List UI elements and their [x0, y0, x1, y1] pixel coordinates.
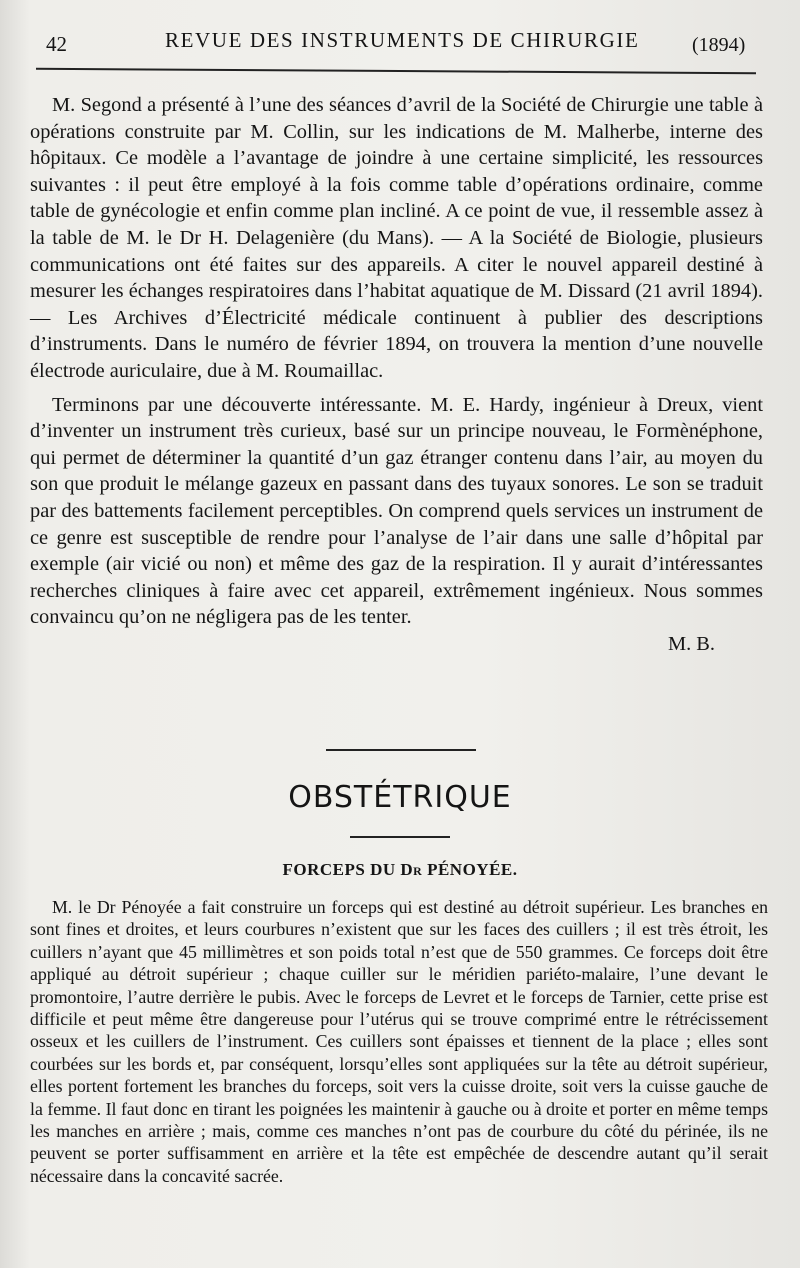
running-header — [30, 20, 760, 60]
article-subtitle: FORCEPS DU Dr PÉNOYÉE. — [282, 860, 518, 879]
author-signature: M. B. — [667, 632, 715, 655]
header-rule — [36, 68, 756, 74]
paragraph-segond: M. Segond a présenté à l’une des séances d’avril de la Société de Chirurgie une table à opérations construite par M. Collin, sur les indications de M. Malherbe, interne des hôpitaux. Ce modèle a l’avantage de joindre à une certaine simplicité, les ressources suivantes : il peut être employé à la fois comme table d’opérations ordinaire, comme table de gynécologie et enfin comme plan incliné. A ce point de vue, il ressemble assez à la table de M. le Dr H. Delagenière (du Mans). — A la Société de Biologie, plusieurs communications ont été faites sur des appareils. A citer le nouvel appareil destiné à mesurer les échanges respiratoires dans l’habitat aquatique de M. Dissard (21 avril 1894). — Les Archives d’Électricité médicale continuent à publier des descriptions d’instruments. Dans le numéro de février 1894, on trouvera la mention d’une nouvelle électrode auriculaire, due à M. Roumaillac. — [30, 94, 763, 382]
section-chirurgie-text — [30, 92, 763, 657]
paragraph-formenephone: Terminons par une découverte intéressante. M. E. Hardy, ingénieur à Dreux, vient d’inventer un instrument très curieux, basé sur un principe nouveau, le Formènéphone, qui permet de déterminer la quantité d’un gaz étranger contenu dans l’air, au moyen du son que produit le mélange gazeux en passant dans des tuyaux sonores. Le son se traduit par des battements facilement perceptibles. On comprend quels services un instrument de ce genre est susceptible de rendre pour l’analyse de l’air dans une salle d’hôpital par exemple (air vicié ou non) et même des gaz de la respiration. Il y aurait d’intéressantes recherches cliniques à faire avec cet appareil, extrêmement ingénieux. Nous sommes convaincu qu’on ne négligera pas de les tenter. — [30, 393, 763, 629]
section-divider — [326, 749, 476, 751]
running-title: REVUE DES INSTRUMENTS DE CHIRURGIE — [165, 28, 640, 52]
section-title: OBSTÉTRIQUE — [288, 780, 512, 815]
header-year: (1894) — [692, 34, 746, 56]
page-number: 42 — [46, 32, 67, 56]
paragraph-forceps: M. le Dr Pénoyée a fait construire un forceps qui est destiné au détroit supérieur. Les branches en sont fines et droites, et leurs courbures n’existent que sur les faces des cuillers ; il est très étroit, les cuillers n’ayant que 45 millimètres et son poids total n’est que de 550 grammes. Ce forceps doit être appliqué au détroit supérieur ; chaque cuiller sur le méridien pariéto-malaire, l’une devant le promontoire, l’autre derrière le pubis. Avec le forceps de Levret et le forceps de Tarnier, cette prise est difficile et peut même être dangereuse pour l’utérus qui se trouve comprimé entre le rétrécissement osseux et les cuillers de l’instrument. Ces cuillers sont épaisses et tiennent de la place ; elles sont courbées sur les bords et, par conséquent, lorsqu’elles sont appliquées sur la tête au détroit supérieur, elles portent fortement les branches du forceps, soit vers la cuisse droite, soit vers la cuisse gauche de la femme. Il faut donc en tirant les poignées les maintenir à gauche ou à droite et porter en même temps les manches en arrière ; mais, comme ces manches n’ont pas de courbure du côté du périnée, ils ne peuvent se porter suffisamment en arrière et la tête est empêchée de descendre autant qu’il serait nécessaire dans la concavité sacrée. — [30, 897, 768, 1186]
section-obstetrique-text — [30, 896, 768, 1187]
title-underline — [350, 836, 450, 838]
